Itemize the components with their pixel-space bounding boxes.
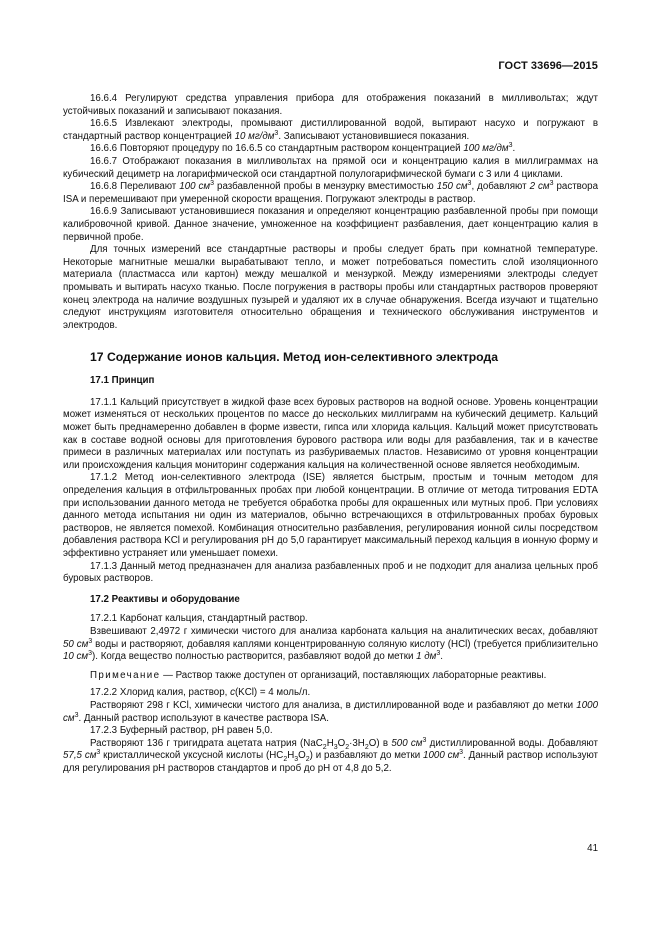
- volume-value: 1 дм: [416, 651, 437, 663]
- paragraph-16-6-5: [63, 118, 598, 143]
- superscript: 3: [88, 649, 93, 657]
- document-body: [63, 93, 598, 776]
- paragraph-16-6-4: 16.6.4 Регулируют средства управления прибора для отображения показаний в милливольтах; ждут устойчивых показаний и записывают показания.: [63, 93, 598, 117]
- subscript: 2: [322, 743, 327, 751]
- subscript: 2: [283, 756, 288, 764]
- paragraph-17-2-1-procedure: [63, 626, 598, 664]
- paragraph-16-6-8: [63, 181, 598, 206]
- volume-value: 10 см: [63, 651, 89, 663]
- paragraph-text: . Записывают установившиеся показания.: [278, 130, 470, 142]
- volume-value: 1000 см: [63, 699, 598, 724]
- formula-text: H: [326, 737, 334, 749]
- paragraph-17-2-2: [63, 687, 598, 700]
- paragraph-16-6-9: 16.6.9 Записывают установившиеся показания и определяют концентрацию разбавленной пробы при помощи калибровочной кривой. Данное значение, умноженное на коэффициент разбавления, дает концентрацию калия в первичной пробе.: [63, 206, 598, 243]
- paragraph-text: кристаллической уксусной кислоты (HC: [100, 750, 284, 762]
- superscript: 3: [274, 129, 279, 137]
- formula-text: H: [287, 750, 295, 762]
- superscript: 3: [508, 142, 513, 150]
- paragraph-text: 16.6.6 Повторяют процедуру по 16.6.5 со стандартным раствором концентрацией: [90, 143, 464, 155]
- concentration-value: 100 мг/дм: [463, 143, 509, 155]
- paragraph-text: . Данный раствор используют в качестве раствора ISA.: [78, 712, 330, 724]
- paragraph-text: ). Когда вещество полностью растворится, разбавляют водой до метки: [92, 651, 417, 663]
- paragraph-text: 17.2.2 Хлорид калия, раствор,: [90, 687, 231, 699]
- subscript: 3: [294, 756, 299, 764]
- subscript: 2: [345, 743, 350, 751]
- paragraph-17-1-3: 17.1.3 Данный метод предназначен для анализа разбавленных проб и не подходит для анализа цельных проб буровых растворов.: [63, 560, 598, 585]
- superscript: 3: [88, 637, 93, 645]
- section-17-title: 17 Содержание ионов кальция. Метод ион-селективного электрода: [90, 350, 498, 365]
- paragraph-text: Растворяют 298 г KCl, химически чистого для анализа, в дистиллированной воде и разбавляют до метки: [90, 699, 577, 711]
- formula-text: O): [368, 737, 380, 749]
- volume-value: 150 см: [436, 181, 468, 193]
- concentration-symbol: c: [230, 687, 235, 699]
- paragraph-text: , добавляют: [471, 181, 530, 193]
- note-text: — Раствор также доступен от организаций, поставляющих лабораторные реактивы.: [160, 669, 547, 681]
- subscript: 3: [333, 743, 338, 751]
- subsection-17-2-title: 17.2 Реактивы и оборудование: [90, 593, 240, 605]
- superscript: 3: [549, 179, 554, 187]
- formula-text: O: [298, 750, 306, 762]
- superscript: 3: [74, 711, 79, 719]
- paragraph-17-2-3: 17.2.3 Буферный раствор, pH равен 5,0.: [90, 725, 273, 737]
- paragraph-16-6-7: 16.6.7 Отображают показания в милливольтах на прямой оси и концентрацию калия в миллиграммах на кубический дециметр на логарифмической оси стандартной полулогарифмической бумаги с 3 или 4 циклами.: [63, 155, 598, 180]
- paragraph-text: . Данный раствор используют для регулирования pH растворов стандартов и проб до pH от 4,8 до 5,2.: [63, 750, 599, 774]
- paragraph-text: разбавленной пробы в мензурку вместимостью: [214, 181, 437, 193]
- punctuation: .: [512, 143, 516, 155]
- volume-value: 50 см: [63, 638, 89, 650]
- note-label: Примечание: [90, 669, 161, 681]
- volume-value: 500 см: [391, 737, 423, 749]
- note: [63, 670, 598, 683]
- volume-value: 2 см: [529, 181, 550, 193]
- paragraph-text: ) и разбавляют до метки: [309, 750, 424, 762]
- formula-text: O: [337, 737, 346, 749]
- page-number: 41: [587, 843, 598, 854]
- volume-value: 57,5 см: [63, 750, 97, 762]
- superscript: 3: [96, 749, 101, 757]
- paragraph-17-1-1: 17.1.1 Кальций присутствует в жидкой фазе всех буровых растворов на водной основе. Уровень концентрации может изменяться от нескольких процентов по массе до нескольких миллиграмм на кубический дециметр. Кальций может быть преднамеренно добавлен в форме извести, гипса или хлорида кальция. Кальций может присутствовать как в составе водной основы для приготовления бурового раствора или воды для разбавления, так и в качестве примеси в различных материалах или поступать из разбуриваемых пластов. Независимо от уровня концентрации или происхождения кальция мониторинг содержания кальция на количественной основе является необходимым.: [63, 396, 598, 471]
- subscript: 2: [305, 756, 310, 764]
- formula-text: ·3H: [349, 737, 365, 749]
- paragraph-text: 16.6.5 Извлекают электроды, промывают дистиллированной водой, вытирают насухо и погружают в стандартный раствор концентрацией: [63, 118, 598, 142]
- superscript: 3: [436, 649, 441, 657]
- paragraph-text: дистиллированной воды. Добавляют: [426, 737, 598, 749]
- superscript: 3: [467, 179, 472, 187]
- paragraph-precise-measurements: Для точных измерений все стандартные растворы и пробы следует брать при комнатной температуре. Некоторые магнитные мешалки вырабатывают тепло, и может потребоваться поместить слой изоляционного материала (пластмасса или картон) между мешалкой и мензуркой. Между измерениями электроды следует промывать и вытирать насухо тканью. После погружения в растворы пробы или стандартных растворов проверяют конец электрода на наличие воздушных пузырей и удаляют их в случае обнаружения. Всегда изучают и тщательно следуют инструкциям изготовителя относительно обращения и технического обслуживания инструментов и электродов.: [63, 244, 598, 331]
- paragraph-text: (KCl) = 4 моль/л.: [234, 687, 311, 699]
- superscript: 3: [459, 749, 464, 757]
- document-code-header: ГОСТ 33696—2015: [498, 60, 598, 72]
- paragraph-17-2-1: 17.2.1 Карбонат кальция, стандартный раствор.: [90, 613, 308, 625]
- concentration-value: 10 мг/дм: [234, 130, 275, 142]
- paragraph-text: 16.6.8 Переливают: [90, 181, 180, 193]
- paragraph-text: в: [379, 737, 392, 749]
- subsection-17-1-title: 17.1 Принцип: [90, 375, 155, 387]
- subscript: 2: [364, 743, 369, 751]
- volume-value: 1000 см: [423, 750, 460, 762]
- paragraph-17-2-3-procedure: [63, 738, 598, 776]
- paragraph-text: Взвешивают 2,4972 г химически чистого для анализа карбоната кальция на аналитических весах, добавляют: [90, 625, 598, 637]
- superscript: 3: [422, 736, 427, 744]
- paragraph-16-6-6: [63, 143, 598, 156]
- paragraph-17-2-2-procedure: [63, 700, 598, 725]
- paragraph-text: воды и растворяют, добавляя каплями концентрированную соляную кислоту (HCl) (требуется приблизительно: [92, 638, 598, 650]
- punctuation: .: [440, 651, 443, 663]
- paragraph-text: раствора ISA и перемешивают при умеренной скорости вращения. Погружают электроды в раствор.: [63, 181, 598, 205]
- paragraph-text: Растворяют 136 г тригидрата ацетата натрия (NaC: [90, 737, 323, 749]
- superscript: 3: [210, 179, 215, 187]
- paragraph-17-1-2: 17.1.2 Метод ион-селективного электрода (ISE) является быстрым, простым и точным методом для определения кальция в отфильтрованных пробах при любой концентрации. В отличие от метода титрования EDTA при использовании данного метода не требуется обработка пробы для окрашенных или мутных проб. При условиях данного метода испытания ни один из материалов, обычно встречающихся в отфильтрованных пробах буровых растворов, не является помехой. Комбинация относительно разбавления, регулирования ионной силы посредством добавления раствора KCl и регулирования pH до 5,0 гарантирует максимальный переход кальция в ионную форму и эффективно устраняет или уменьшает помехи.: [63, 472, 598, 559]
- volume-value: 100 см: [179, 181, 211, 193]
